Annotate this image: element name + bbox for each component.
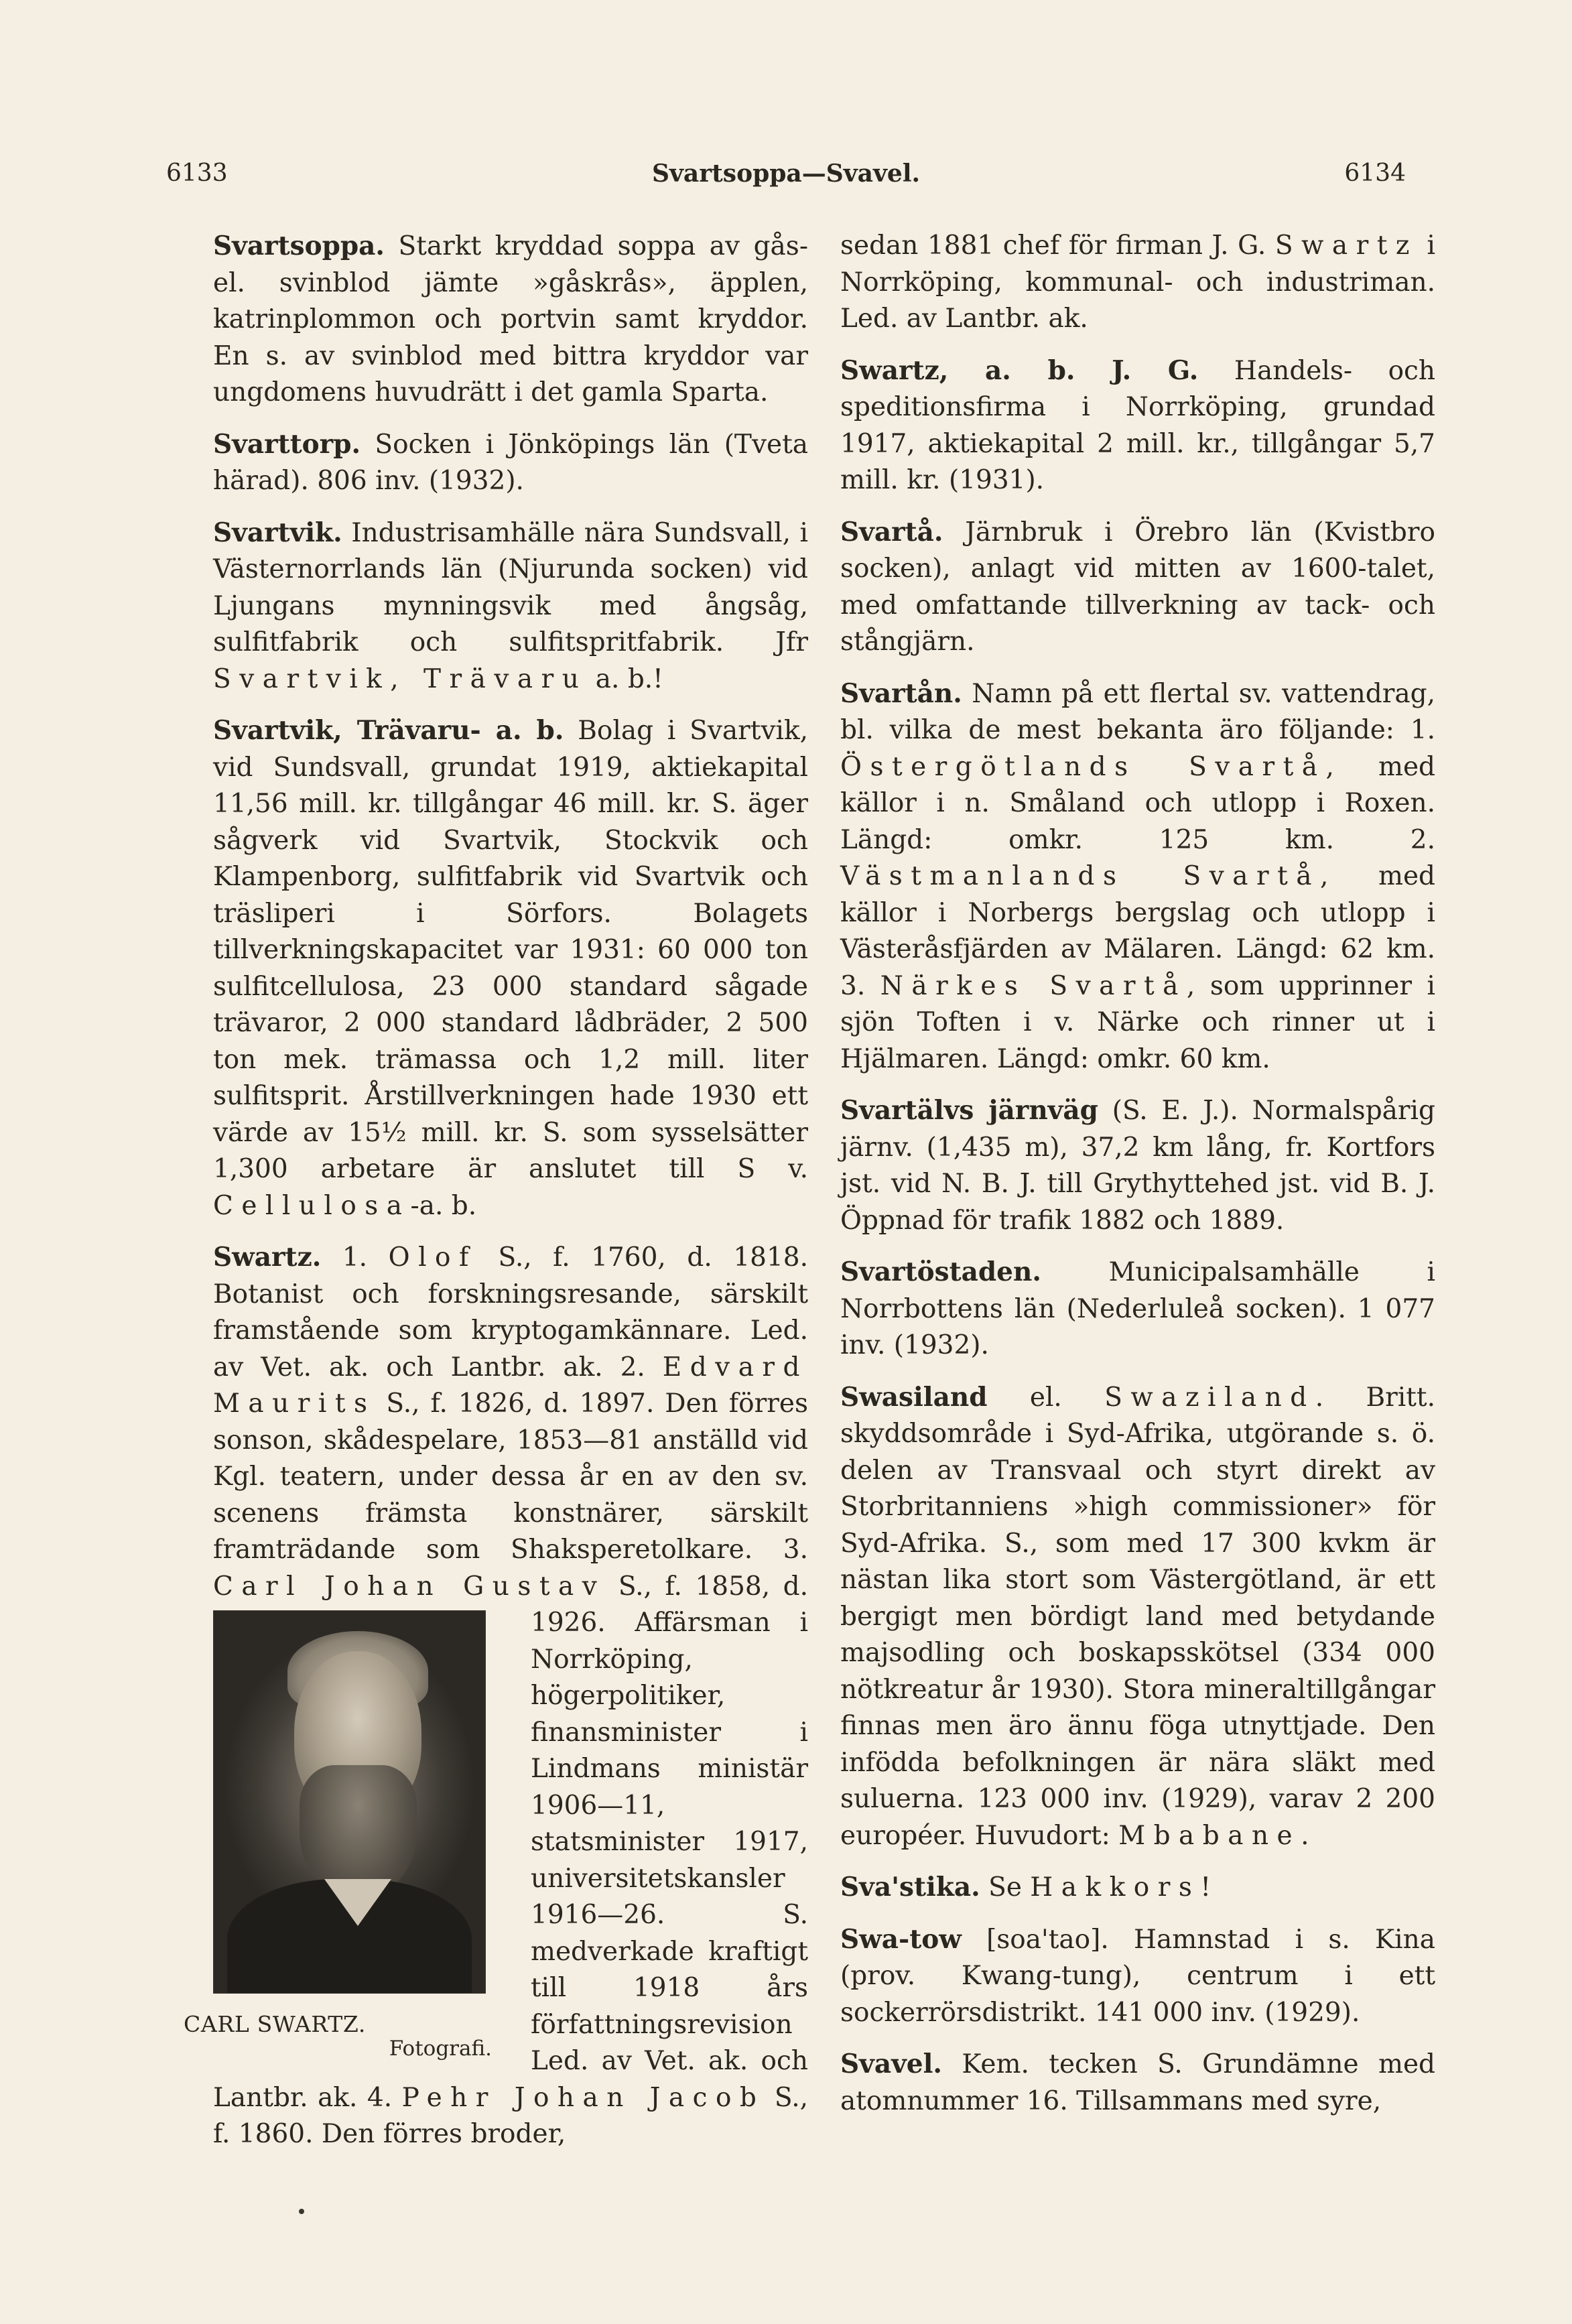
right-column [840,228,1435,2134]
entry-text-tail: . [1301,1820,1309,1851]
entry-text: Järnbruk i Örebro län (Kvistbro socken), anlagt vid mitten av 1600-talet, med omfattande tillverkning av tack- och stångjärn. [840,517,1435,657]
entry-text: Se [980,1872,1031,1902]
cross-reference: Hakkors [1030,1872,1201,1902]
entry-text: S., f. 1858, d. 1926. Affärsman i Norrköping, högerpolitiker, finansminister i Lindmans ministär 1906—11, statsminister 1917, universitetskansler 1916—26. S. medverkade kraftigt till 1918 års författningsrevision Led. av Vet. ak. och Lantbr. ak. 4. [213,1571,808,2113]
entry-svartvik-travaru [213,712,808,1224]
entry-svartostaden [840,1254,1435,1364]
spaced-name: Swaziland [1104,1382,1315,1413]
entry-text-tail: ! [1200,1872,1211,1902]
headword: Svavel. [840,2049,942,2079]
page-header [166,159,1406,200]
entry-svartvik [213,515,808,698]
entry-text: (S. E. J.). Normalspårig järnv. (1,435 m), 37,2 km lång, fr. Kortfors jst. vid N. B. J. till Grythyttehed jst. vid B. J. Öppnad för trafik 1882 och 1889. [840,1096,1435,1236]
headword: Sva'stika. [840,1872,980,1902]
entry-svavel [840,2046,1435,2120]
entry-text: 1. [321,1242,389,1273]
person-name: Edvard Maurits [213,1352,808,1419]
entry-svarttorp [213,426,808,500]
entry-text: Handels- och speditionsfirma i Norrköping, grundad 1917, aktiekapital 2 mill. kr., tillgångar 5,7 mill. kr. (1931). [840,355,1436,495]
entry-text: sedan 1881 chef för firman J. G. [840,231,1275,261]
spaced-name: Mbabane [1118,1820,1301,1851]
entry-text: Municipalsamhälle i Norrbottens län (Nederluleå socken). 1 077 inv. (1932). [840,1257,1435,1360]
entry-text: Industrisamhälle nära Sundsvall, i Västernorrlands län (Njurunda socken) vid Ljungans mynningsvik med ångsåg, sulfitfabrik och sulfitspritfabrik. Jfr [213,517,808,657]
cross-reference: Cellulosa [213,1190,411,1221]
right-page-number: 6134 [1344,159,1406,187]
headword: Svarttorp. [213,428,361,460]
portrait-caption [184,2012,505,2061]
headword: Svartå. [840,516,943,547]
headword: Swa-tow [840,1923,962,1955]
caption-name: CARL SWARTZ. [184,2011,367,2037]
cross-reference: Svartvik, Trävaru [213,663,588,694]
caption-credit: Fotografi. [389,2037,492,2061]
headword: Swasiland [840,1381,988,1413]
entry-text: , som upprinner i sjön Toften i v. Närke och rinner ut i Hjälmaren. Längd: omkr. 60 km. [840,970,1435,1074]
entry-text: Namn på ett flertal sv. vattendrag, bl. vilka de mest bekanta äro följande: 1. [840,678,1435,745]
headword: Svartvik, Trävaru- a. b. [213,715,564,746]
portrait-photo [213,1610,486,1994]
headword: Swartz. [213,1242,322,1273]
entry-text: Starkt kryddad soppa av gås- el. svinblod jämte »gåskrås», äpplen, katrinplommon och portvin samt kryddor. En s. av svinblod med bittra kryddor var ungdomens huvudrätt i det gamla Sparta. [213,231,808,407]
river-name: Västmanlands Svartå [840,861,1320,891]
entry-text: S., f. 1826, d. 1897. Den förres sonson, skådespelare, 1853—81 anställd vid Kgl. teatern, under dessa år en av den sv. scenens främsta konstnärer, särskilt framträdande som Shaksperetolkare. 3. [213,1389,808,1565]
river-name: Östergötlands Svartå [840,751,1326,782]
headword: Swartz, a. b. J. G. [840,354,1199,386]
running-title: Svartsoppa—Svavel. [651,159,921,188]
entry-swartz [184,1239,808,2153]
portrait-figure [184,1610,508,2061]
entry-text-tail: a. b.! [587,663,663,694]
left-column [184,228,808,2168]
person-name: Pehr Johan Jacob [401,2082,765,2113]
headword: Svartöstaden. [840,1256,1041,1287]
print-speck [299,2209,304,2214]
entry-text: el. [987,1382,1105,1413]
entry-text: Bolag i Svartvik, vid Sundsvall, grundat 1919, aktiekapital 11,56 mill. kr. tillgångar 46 mill. kr. S. äger sågverk vid Svartvik, Stockvik och Klampenborg, sulfitfabrik vid Svartvik och träsliperi i Sörfors. Bolagets tillverkningskapacitet var 1931: 60 000 ton sulfitcellulosa, 23 000 standard sågade trävaror, 2 000 standard lådbräder, 2 500 ton mek. trämassa och 1,2 mill. liter sulfitsprit. Årstillverkningen hade 1930 ett värde av 15½ mill. kr. S. som sysselsätter 1,300 arbetare är anslutet till S v. [213,716,808,1184]
entry-text: [soa'tao]. Hamnstad i s. Kina (prov. Kwang-tung), centrum i ett sockerrörsdistrikt. 141 000 inv. (1929). [840,1924,1435,2028]
headword: Svartsoppa. [213,231,385,261]
headword: Svartån. [840,677,962,709]
entry-swartz-ab [840,352,1435,499]
entry-text-tail: i Norrköping, kommunal- och industriman. Led. av Lantbr. ak. [840,231,1435,334]
entry-text: . Britt. skyddsområde i Syd-Afrika, utgörande s. ö. delen av Transvaal och styrt direkt av Storbritanniens »high commissioner» för Syd-Afrika. S., som med 17 300 kvkm är nästan lika stort som Västergötland, är ett bergigt men bördigt land med betydande majsodling och boskapsskötsel (334 000 nötkreatur år 1930). Stora mineraltillgångar finnas men äro ännu föga utnyttjade. Den infödda befolkningen är nära släkt med suluerna. 123 000 inv. (1929), varav 2 200 européer. Huvudort: [840,1382,1435,1851]
entry-text: Socken i Jönköpings län (Tveta härad). 806 inv. (1932). [213,429,808,496]
person-name: Olof [388,1242,477,1273]
person-name: Carl Johan Gustav [213,1571,606,1602]
entry-swasiland [840,1379,1435,1855]
entry-svarta [840,514,1435,661]
entry-svartan [840,675,1435,1078]
entry-svartsoppa [213,228,808,411]
entry-text: , med källor i Norbergs bergslag och utlopp i Västeråsfjärden av Mälaren. Längd: 62 km. 3. [840,861,1436,1001]
entry-text: , med källor i n. Småland och utlopp i Roxen. Längd: omkr. 125 km. 2. [840,751,1435,855]
entry-svastika [840,1869,1435,1907]
river-name: Närkes Svartå [880,970,1187,1001]
entry-text-tail: -a. b. [410,1190,477,1221]
entry-swartz-continued [840,228,1435,338]
entry-text: S., f. 1760, d. 1818. Botanist och forskningsresande, särskilt framstående som kryptogamkännare. Led. av Vet. ak. och Lantbr. ak. 2. [213,1242,808,1382]
entry-svartalvs-jarnvag [840,1092,1435,1239]
spaced-name: Swartz [1274,231,1418,261]
entry-text: S., f. 1860. Den förres broder, [213,2082,808,2149]
left-page-number: 6133 [166,159,228,187]
headword: Svartälvs järnväg [840,1095,1098,1126]
entry-text: Kem. tecken S. Grundämne med atomnummer 16. Tillsammans med syre, [840,2049,1435,2116]
headword: Svartvik. [213,517,342,548]
entry-swatow [840,1921,1435,2032]
